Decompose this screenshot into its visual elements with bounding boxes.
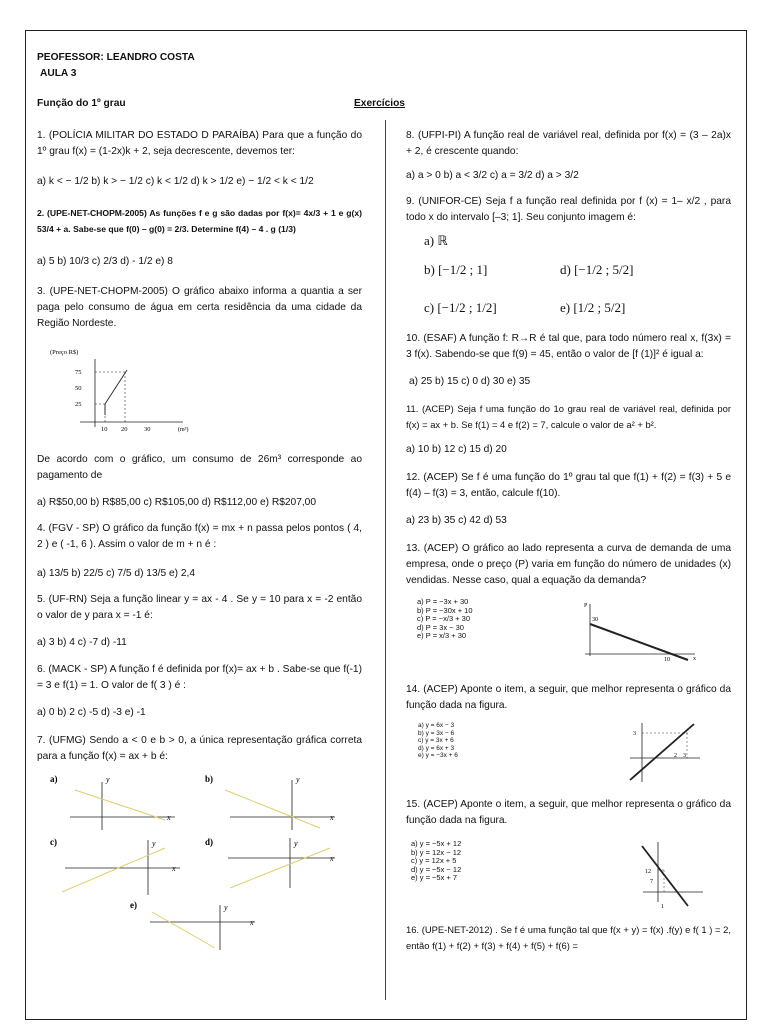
q7-line-a: [75, 790, 165, 820]
svg-text:3: 3: [683, 753, 686, 759]
q3-ytick-50: 50: [75, 385, 82, 392]
q7-label-e: e): [130, 900, 137, 910]
q15-option-d: d) y = −5x − 12: [411, 864, 462, 874]
q8-options: a) a > 0 b) a < 3/2 c) a = 3/2 d) a > 3/2: [406, 170, 579, 181]
q15-line: [642, 846, 688, 906]
q7-line-e: [152, 912, 215, 948]
topic-title: Função do 1º grau: [37, 98, 126, 109]
q13-options: [417, 598, 512, 641]
q15-text: 15. (ACEP) Aponte o item, a seguir, que melhor representa o gráfico da função dada na figura.: [406, 799, 731, 826]
q1-options: a) k < − 1/2 b) k > − 1/2 c) k < 1/2 d) k > 1/2 e) − 1/2 < k < 1/2: [37, 176, 314, 187]
q6-text: 6. (MACK - SP) A função f é definida por f(x)= ax + b . Sabe-se que f(-1) = 3 e f(1) = 1. O valor de f( 3 ) é :: [37, 664, 362, 691]
q7-label-c: c): [50, 837, 57, 847]
q7-text: 7. (UFMG) Sendo a < 0 e b > 0, a única representação gráfica correta para a função f(x) = ax + b é:: [37, 735, 362, 762]
q14-text: 14. (ACEP) Aponte o item, a seguir, que melhor representa o gráfico da função dada na figura.: [406, 684, 731, 711]
q15-option-b: b) y = 12x − 12: [411, 847, 462, 857]
svg-text:10: 10: [664, 657, 670, 663]
q13-option-c: c) P = −x/3 + 30: [417, 614, 471, 623]
q7-graphs: [40, 770, 370, 950]
q3-xtick-20: 20: [121, 426, 128, 433]
svg-text:y: y: [106, 775, 110, 784]
q6-options: a) 0 b) 2 c) -5 d) -3 e) -1: [37, 707, 146, 718]
q13-option-e: e) P = x/3 + 30: [417, 631, 467, 640]
q3-options: a) R$50,00 b) R$85,00 c) R$105,00 d) R$112,00 e) R$207,00: [37, 497, 317, 508]
q3-x-unit: (m³): [178, 427, 189, 433]
svg-text:x: x: [167, 813, 171, 822]
q13-text: 13. (ACEP) O gráfico ao lado representa a curva de demanda de uma empresa, onde o preço (P) varia em função do número de unidades (x) vendidas. Nesse caso, qual a equação da demanda?: [406, 543, 731, 586]
q14-option-a: a) y = 6x − 3: [418, 722, 455, 729]
q9-option-c: c) [−1/2 ; 1/2]: [424, 300, 497, 315]
column-divider: [385, 120, 386, 1000]
q10-text: 10. (ESAF) A função f: R→R é tal que, para todo número real x, f(3x) = 3 f(x). Sabendo-se que f(9) = 45, então o valor de [f (1)]² é igual a:: [406, 333, 731, 360]
q3-ytick-25: 25: [75, 401, 82, 408]
q11-options: a) 10 b) 12 c) 15 d) 20: [406, 444, 507, 455]
svg-text:P: P: [584, 603, 588, 609]
q3-text: 3. (UPE-NET-CHOPM-2005) O gráfico abaixo informa a quantia a ser paga pelo consumo de água em certa residência da uma cidade da Região Nordeste.: [37, 286, 362, 329]
q5-text: 5. (UF-RN) Seja a função linear y = ax - 4 . Se y = 10 para x = -2 então o valor de y para x = -1 é:: [37, 594, 362, 621]
svg-text:x: x: [330, 854, 334, 863]
aula-line: AULA 3: [40, 68, 77, 79]
q13-demand-graph: [580, 598, 700, 668]
q13-option-b: b) P = −30x + 10: [417, 605, 473, 615]
q9-option-d: d) [−1/2 ; 5/2]: [560, 262, 634, 277]
q13-demand-line: [590, 624, 688, 660]
q3-price-line: [105, 370, 127, 415]
q15-option-a: a) y = −5x + 12: [411, 839, 462, 848]
svg-text:1: 1: [661, 904, 664, 910]
q7-label-b: b): [205, 774, 214, 784]
professor-line: PEOFESSOR: LEANDRO COSTA: [37, 52, 195, 63]
q14-option-b: b) y = 3x − 6: [418, 729, 455, 737]
q12-options: a) 23 b) 35 c) 42 d) 53: [406, 515, 507, 526]
svg-text:y: y: [296, 775, 300, 784]
q2-text: 2. (UPE-NET-CHOPM-2005) As funções f e g são dadas por f(x)= 4x/3 + 1 e g(x) 53/4 + a. Sabe-se que f(0) – g(0) = 2/3. Determine f(4) – 4 . g (1/3): [37, 208, 362, 234]
svg-text:y: y: [224, 903, 228, 912]
q15-function-graph: [628, 840, 708, 912]
q7-line-d: [230, 848, 330, 888]
q12-text: 12. (ACEP) Se f é uma função do 1º grau tal que f(1) + f(2) = f(3) + 5 e f(4) – f(3) = 3, então, calcule f(10).: [406, 472, 731, 499]
q3-xtick-30: 30: [144, 426, 151, 433]
q14-function-graph: [620, 718, 710, 786]
q9-text: 9. (UNIFOR-CE) Seja f a função real definida por f (x) = 1– x/2 , para todo x do intervalo [–3; 1]. Seu conjunto imagem é:: [406, 196, 731, 223]
svg-text:y: y: [152, 839, 156, 848]
q14-options: [418, 722, 508, 760]
q2-options: a) 5 b) 10/3 c) 2/3 d) - 1/2 e) 8: [37, 256, 173, 267]
svg-text:7: 7: [650, 879, 653, 885]
q14-option-d: d) y = 6x + 3: [418, 744, 455, 752]
q7-label-a: a): [50, 774, 58, 784]
svg-text:30: 30: [592, 617, 598, 623]
q14-option-e: e) y = −3x + 6: [418, 752, 458, 760]
q15-option-c: c) y = 12x + 5: [411, 856, 457, 865]
exercises-title: Exercícios: [354, 98, 405, 109]
q3-water-graph: [45, 343, 205, 438]
q4-options: a) 13/5 b) 22/5 c) 7/5 d) 13/5 e) 2,4: [37, 568, 196, 579]
q9-option-e: e) [1/2 ; 5/2]: [560, 300, 626, 315]
q15-option-e: e) y = −5x + 7: [411, 873, 458, 882]
svg-text:x: x: [330, 813, 334, 822]
svg-text:x: x: [693, 656, 696, 662]
svg-text:2: 2: [674, 753, 677, 759]
q7-label-d: d): [205, 837, 214, 847]
svg-text:x: x: [250, 918, 254, 927]
q9-option-a: a) ℝ: [424, 233, 448, 248]
q11-text: 11. (ACEP) Seja f uma função do 1o grau real de variável real, definida por f(x) = ax + b. Se f(1) = 4 e f(2) = 7, calcule o valor de a² + b².: [406, 403, 731, 430]
q7-line-c: [62, 848, 165, 892]
q5-options: a) 3 b) 4 c) -7 d) -11: [37, 637, 127, 648]
svg-text:3: 3: [633, 731, 636, 737]
q1-text: 1. (POLÍCIA MILITAR DO ESTADO D PARAÍBA) Para que a função do 1º grau f(x) = (1-2x)k + 2, seja decrescente, devemos ter:: [37, 130, 362, 157]
svg-text:y: y: [294, 839, 298, 848]
svg-text:x: x: [172, 864, 176, 873]
q16-text: 16. (UPE-NET-2012) . Se f é uma função tal que f(x + y) = f(x) .f(y) e f( 1 ) = 2, então f(1) + f(2) + f(3) + f(4) + f(5) + f(6) =: [406, 924, 731, 951]
q8-text: 8. (UFPI-PI) A função real de variável real, definida por f(x) = (3 – 2a)x + 2, é crescente quando:: [406, 130, 731, 157]
q9-option-b: b) [−1/2 ; 1]: [424, 262, 488, 277]
q3-xtick-10: 10: [101, 426, 108, 433]
q13-option-d: d) P = 3x − 30: [417, 622, 464, 632]
q3-question: De acordo com o gráfico, um consumo de 26m³ corresponde ao pagamento de: [37, 454, 362, 481]
q10-options: a) 25 b) 15 c) 0 d) 30 e) 35: [409, 376, 531, 387]
q7-line-b: [225, 790, 320, 828]
q3-y-label: (Preço R$): [50, 349, 79, 356]
q13-option-a: a) P = −3x + 30: [417, 597, 469, 606]
q14-line: [630, 724, 694, 780]
q14-option-c: c) y = 3x + 6: [418, 737, 454, 745]
svg-text:12: 12: [645, 869, 651, 875]
q4-text: 4. (FGV - SP) O gráfico da função f(x) = mx + n passa pelos pontos ( 4, 2 ) e ( -1, 6 ). Assim o valor de m + n é :: [37, 523, 362, 550]
q3-ytick-75: 75: [75, 369, 82, 376]
q15-options: [411, 840, 511, 883]
